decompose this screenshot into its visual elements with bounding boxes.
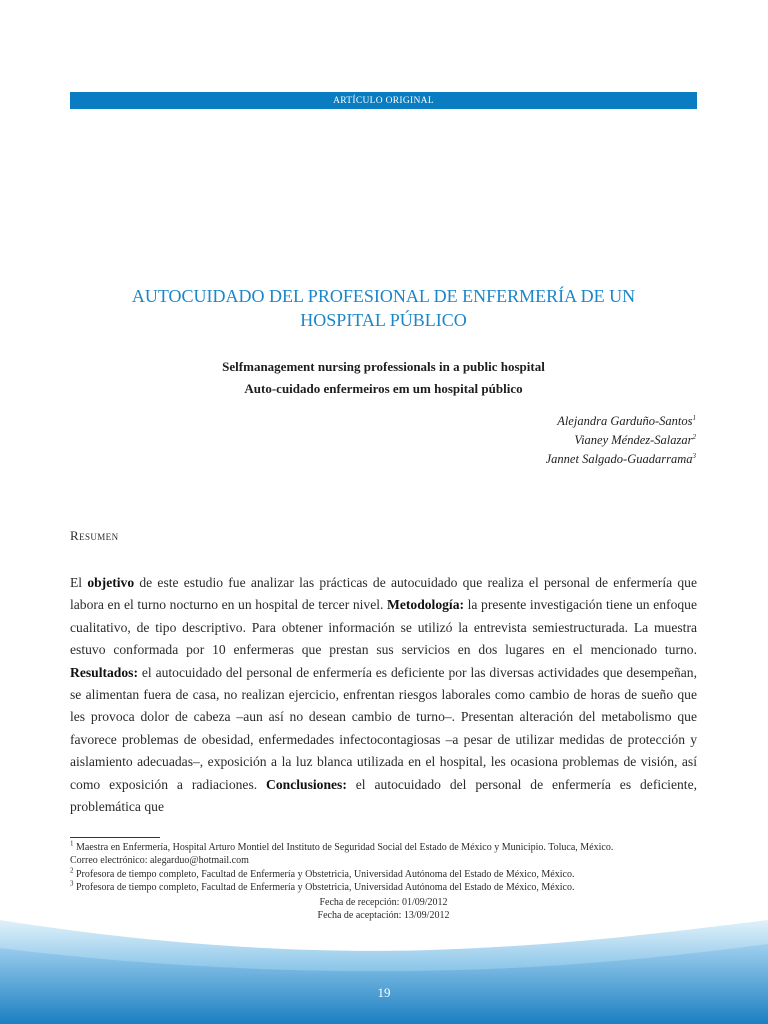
translated-titles	[70, 356, 697, 400]
objetivo-label: objetivo	[87, 575, 135, 590]
accepted-date: Fecha de aceptación: 13/09/2012	[317, 910, 450, 922]
footnote-1-email	[70, 854, 710, 867]
footnote-mark: 3	[70, 879, 74, 888]
footnote-1	[70, 841, 710, 854]
abstract-span: la presente investigación tiene un enfoque cualitativo, de tipo descriptivo. Para obtener información se utilizó la entrevista semiestructurada. La muestra estuvo conformada por 10 enfermeras que prestan sus servicios en dos lugares en el mencionado turno.	[70, 597, 697, 658]
english-title: Selfmanagement nursing professionals in a public hospital	[222, 359, 545, 374]
section-heading-resumen: Resumen	[70, 528, 119, 543]
conclusiones-label: Conclusiones:	[266, 776, 347, 792]
footer-wave	[0, 914, 768, 1024]
author-list	[546, 412, 696, 469]
author-affiliation-mark: 3	[692, 451, 696, 460]
footnote-2	[70, 868, 710, 881]
title-line-1: AUTOCUIDADO DEL PROFESIONAL DE ENFERMERÍA DE UN	[131, 286, 636, 306]
abstract-span: el autocuidado del personal de enfermería es deficiente por las diversas actividades que desempeñan, se alimentan fuera de casa, no realizan ejercicio, enfrentan riesgos laborales como cambio de horas de sueño que les provoca dolor de cabeza –aun así no desean cambio de turno–. Presentan alteración del metabolismo que favorece problemas de obesidad, enfermedades infectocontagiosas –a pesar de utilizar medidas de protección y aislamiento adecuadas–, exposición a la luz blanca utilizada en el hospital, les ocasiona problemas de visión, así como exposición a radiaciones.	[70, 664, 697, 792]
author-3	[546, 450, 696, 469]
title-line-2: HOSPITAL PÚBLICO	[300, 310, 467, 330]
abstract-span: el autocuidado del personal de enfermería es deficiente, problemática que	[70, 776, 697, 815]
footnote-text: Profesora de tiempo completo, Facultad de Enfermería y Obstetricia, Universidad Autónoma del Estado de México, México.	[73, 868, 575, 880]
received-date: Fecha de recepción: 01/09/2012	[319, 897, 448, 908]
footnote-text: Maestra en Enfermería, Hospital Arturo Montiel del Instituto de Seguridad Social del Estado de México y Municipio. Toluca, México.	[73, 842, 614, 853]
author-2	[546, 431, 696, 450]
footnote-mark: 1	[70, 839, 74, 848]
footnote-divider	[70, 837, 160, 838]
author-name: Alejandra Garduño-Santos	[557, 414, 693, 428]
page-number: 19	[377, 985, 391, 1000]
author-1	[546, 412, 696, 431]
author-affiliation-mark: 1	[692, 413, 696, 422]
author-name: Jannet Salgado-Guadarrama	[545, 452, 693, 466]
article-title	[70, 284, 697, 332]
author-name: Vianey Méndez-Salazar	[574, 433, 693, 447]
portuguese-title: Auto-cuidado enfermeiros em um hospital público	[244, 381, 523, 396]
footnote-text: Profesora de tiempo completo, Facultad de Enfermería y Obstetricia, Universidad Autónoma del Estado de México, México.	[73, 882, 575, 894]
footnote-mark: 2	[70, 866, 74, 875]
banner-label: ARTÍCULO ORIGINAL	[333, 95, 434, 106]
metodologia-label: Metodología:	[387, 597, 465, 613]
section-banner	[70, 92, 697, 109]
author-affiliation-mark: 2	[692, 432, 696, 441]
abstract-text	[70, 572, 697, 818]
abstract-span: El	[70, 575, 88, 590]
footnote-text: Correo electrónico: alegarduo@hotmail.com	[70, 855, 249, 867]
abstract-span: de este estudio fue analizar las prácticas de autocuidado que realiza el personal de enfermería que labora en el turno nocturno en un hospital de tercer nivel.	[70, 575, 697, 613]
resultados-label: Resultados:	[70, 664, 138, 680]
footnote-3	[70, 881, 710, 894]
footnotes	[70, 841, 710, 895]
